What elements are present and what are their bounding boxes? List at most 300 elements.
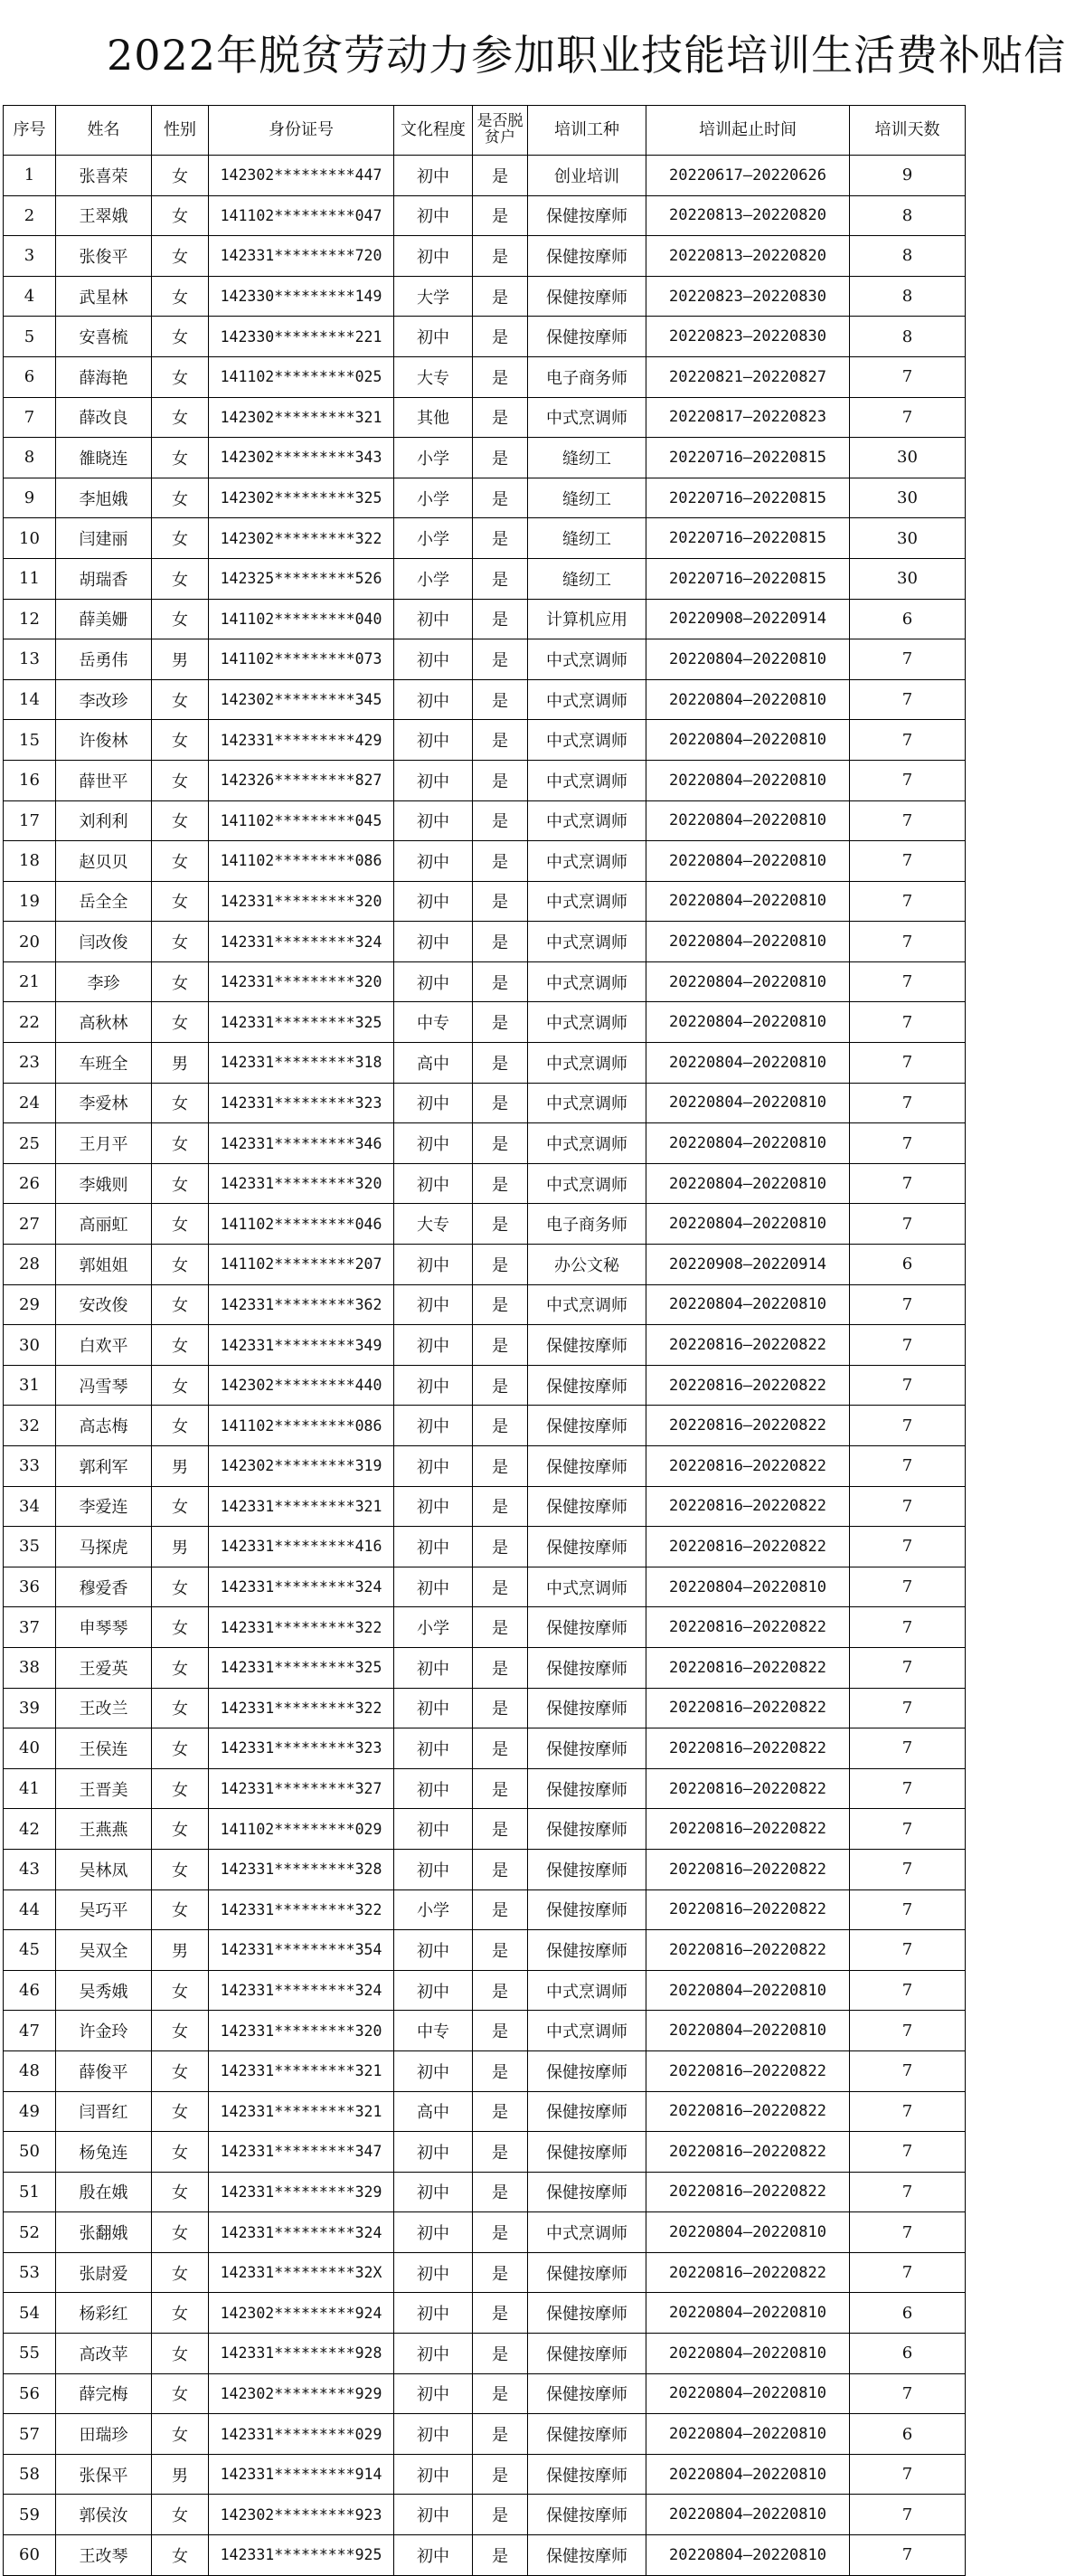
cell-education: 高中 [394,2091,473,2132]
cell-trade: 中式烹调师 [528,1567,646,1607]
table-row [4,1728,966,1769]
cell-gender: 女 [152,881,209,922]
table-row [4,558,966,599]
table-row [4,2495,966,2535]
cell-days: 7 [850,1728,966,1769]
cell-period: 20220816—20220822 [646,1930,850,1971]
cell-period: 20220804—20220810 [646,881,850,922]
cell-name: 李旭娥 [56,478,152,518]
cell-name: 杨兔连 [56,2132,152,2173]
table-row [4,2373,966,2414]
cell-trade: 保健按摩师 [528,2414,646,2455]
cell-education: 初中 [394,1728,473,1769]
cell-education: 初中 [394,679,473,720]
cell-poverty-status: 是 [473,276,528,317]
col-header-period: 培训起止时间 [646,106,850,156]
table-row [4,2334,966,2374]
cell-name: 闫改俊 [56,922,152,962]
cell-education: 初中 [394,2212,473,2253]
col-header-index: 序号 [4,106,56,156]
cell-poverty-status: 是 [473,2050,528,2091]
cell-trade: 保健按摩师 [528,2050,646,2091]
cell-gender: 女 [152,2132,209,2173]
cell-education: 其他 [394,397,473,438]
cell-days: 6 [850,1245,966,1285]
cell-education: 初中 [394,2334,473,2374]
cell-education: 初中 [394,195,473,236]
cell-period: 20220804—20220810 [646,1043,850,1084]
cell-trade: 保健按摩师 [528,2495,646,2535]
cell-trade: 中式烹调师 [528,1083,646,1123]
table-row [4,961,966,1002]
cell-name: 李珍 [56,961,152,1002]
cell-id-number: 142331*********318 [209,1043,394,1084]
cell-index: 31 [4,1365,56,1406]
cell-name: 穆爱香 [56,1567,152,1607]
cell-trade: 中式烹调师 [528,1043,646,1084]
cell-days: 7 [850,1849,966,1889]
cell-name: 闫晋红 [56,2091,152,2132]
cell-education: 初中 [394,1809,473,1850]
page-title: 2022年脱贫劳动力参加职业技能培训生活费补贴信 [107,31,1066,80]
cell-poverty-status: 是 [473,1325,528,1366]
cell-id-number: 142331*********327 [209,1768,394,1809]
cell-period: 20220908—20220914 [646,599,850,639]
table-row [4,478,966,518]
cell-poverty-status: 是 [473,1970,528,2011]
cell-name: 郭利军 [56,1446,152,1487]
cell-index: 40 [4,1728,56,1769]
cell-index: 45 [4,1930,56,1971]
cell-poverty-status: 是 [473,558,528,599]
cell-gender: 女 [152,2334,209,2374]
cell-days: 7 [850,356,966,397]
cell-period: 20220821—20220827 [646,356,850,397]
cell-id-number: 142331*********323 [209,1083,394,1123]
table-row [4,679,966,720]
cell-trade: 中式烹调师 [528,1002,646,1043]
cell-days: 7 [850,2011,966,2051]
cell-name: 张尉爱 [56,2252,152,2293]
cell-trade: 保健按摩师 [528,1728,646,1769]
cell-index: 58 [4,2454,56,2495]
cell-education: 初中 [394,1365,473,1406]
col-header-education: 文化程度 [394,106,473,156]
cell-name: 赵贝贝 [56,841,152,882]
cell-period: 20220813—20220820 [646,236,850,277]
cell-name: 安喜梳 [56,317,152,357]
cell-gender: 女 [152,1647,209,1688]
cell-gender: 女 [152,1406,209,1446]
cell-id-number: 142331*********325 [209,1002,394,1043]
cell-id-number: 142331*********323 [209,1728,394,1769]
cell-education: 初中 [394,1123,473,1164]
table-row [4,881,966,922]
cell-id-number: 142331*********322 [209,1688,394,1728]
cell-days: 6 [850,2414,966,2455]
table-row [4,518,966,559]
cell-name: 张喜荣 [56,156,152,196]
cell-trade: 中式烹调师 [528,881,646,922]
cell-poverty-status: 是 [473,881,528,922]
cell-gender: 女 [152,1284,209,1325]
cell-education: 小学 [394,438,473,478]
cell-period: 20220816—20220822 [646,1486,850,1527]
table-row [4,1284,966,1325]
cell-education: 初中 [394,1930,473,1971]
cell-poverty-status: 是 [473,2454,528,2495]
cell-trade: 保健按摩师 [528,2454,646,2495]
cell-name: 王改琴 [56,2535,152,2576]
table-row [4,2011,966,2051]
cell-education: 初中 [394,1768,473,1809]
cell-poverty-status: 是 [473,1809,528,1850]
cell-index: 59 [4,2495,56,2535]
table-row [4,1527,966,1567]
col-header-trade: 培训工种 [528,106,646,156]
cell-period: 20220716—20220815 [646,438,850,478]
table-row [4,2414,966,2455]
cell-period: 20220804—20220810 [646,760,850,800]
cell-trade: 保健按摩师 [528,2293,646,2334]
cell-days: 7 [850,2373,966,2414]
cell-index: 23 [4,1043,56,1084]
cell-id-number: 142331*********321 [209,1486,394,1527]
cell-id-number: 142331*********320 [209,961,394,1002]
cell-education: 初中 [394,2172,473,2212]
cell-name: 胡瑞香 [56,558,152,599]
cell-name: 岳勇伟 [56,639,152,680]
cell-period: 20220813—20220820 [646,195,850,236]
cell-education: 初中 [394,841,473,882]
cell-education: 初中 [394,1688,473,1728]
cell-days: 8 [850,276,966,317]
cell-education: 初中 [394,720,473,761]
cell-education: 初中 [394,2535,473,2576]
cell-poverty-status: 是 [473,639,528,680]
cell-index: 10 [4,518,56,559]
cell-poverty-status: 是 [473,438,528,478]
cell-index: 30 [4,1325,56,1366]
cell-gender: 女 [152,2293,209,2334]
cell-poverty-status: 是 [473,922,528,962]
cell-gender: 女 [152,599,209,639]
cell-name: 白欢平 [56,1325,152,1366]
cell-index: 12 [4,599,56,639]
cell-gender: 男 [152,1043,209,1084]
cell-trade: 中式烹调师 [528,639,646,680]
cell-days: 7 [850,1123,966,1164]
cell-gender: 女 [152,276,209,317]
cell-days: 7 [850,2252,966,2293]
cell-index: 22 [4,1002,56,1043]
cell-index: 35 [4,1527,56,1567]
cell-poverty-status: 是 [473,317,528,357]
cell-poverty-status: 是 [473,760,528,800]
cell-name: 王侯连 [56,1728,152,1769]
cell-id-number: 142331*********325 [209,1647,394,1688]
cell-trade: 保健按摩师 [528,1325,646,1366]
table-row [4,1970,966,2011]
cell-education: 初中 [394,881,473,922]
cell-id-number: 142331*********324 [209,2212,394,2253]
cell-index: 9 [4,478,56,518]
cell-days: 9 [850,156,966,196]
cell-days: 7 [850,1406,966,1446]
cell-education: 初中 [394,639,473,680]
cell-index: 43 [4,1849,56,1889]
cell-gender: 女 [152,1002,209,1043]
cell-poverty-status: 是 [473,1083,528,1123]
cell-days: 7 [850,1325,966,1366]
cell-poverty-status: 是 [473,1446,528,1487]
cell-education: 初中 [394,317,473,357]
cell-name: 殷在娥 [56,2172,152,2212]
table-row [4,2252,966,2293]
cell-index: 57 [4,2414,56,2455]
cell-name: 吴巧平 [56,1889,152,1930]
table-row [4,1163,966,1204]
cell-gender: 女 [152,2535,209,2576]
cell-index: 37 [4,1607,56,1648]
cell-gender: 女 [152,2011,209,2051]
cell-education: 初中 [394,760,473,800]
cell-days: 7 [850,800,966,841]
cell-id-number: 142331*********328 [209,1849,394,1889]
table-row [4,156,966,196]
cell-gender: 女 [152,961,209,1002]
table-row [4,841,966,882]
cell-education: 初中 [394,1446,473,1487]
table-row [4,1406,966,1446]
cell-name: 吴双全 [56,1930,152,1971]
cell-gender: 女 [152,2373,209,2414]
cell-gender: 女 [152,1325,209,1366]
cell-id-number: 142302*********923 [209,2495,394,2535]
cell-id-number: 142331*********322 [209,1607,394,1648]
cell-trade: 计算机应用 [528,599,646,639]
cell-index: 34 [4,1486,56,1527]
cell-name: 李爱连 [56,1486,152,1527]
cell-period: 20220804—20220810 [646,1567,850,1607]
cell-index: 3 [4,236,56,277]
cell-education: 初中 [394,1163,473,1204]
cell-poverty-status: 是 [473,679,528,720]
cell-trade: 保健按摩师 [528,1446,646,1487]
cell-id-number: 142302*********322 [209,518,394,559]
cell-education: 初中 [394,2454,473,2495]
cell-education: 高中 [394,1043,473,1084]
cell-education: 大专 [394,1204,473,1245]
cell-gender: 女 [152,236,209,277]
cell-index: 25 [4,1123,56,1164]
cell-id-number: 142302*********325 [209,478,394,518]
cell-period: 20220804—20220810 [646,679,850,720]
cell-poverty-status: 是 [473,2011,528,2051]
cell-education: 初中 [394,1567,473,1607]
cell-education: 初中 [394,1245,473,1285]
col-header-days: 培训天数 [850,106,966,156]
table-row [4,1849,966,1889]
cell-trade: 保健按摩师 [528,2252,646,2293]
cell-trade: 中式烹调师 [528,1163,646,1204]
cell-name: 车班全 [56,1043,152,1084]
cell-trade: 保健按摩师 [528,1486,646,1527]
cell-poverty-status: 是 [473,2373,528,2414]
cell-id-number: 141102*********207 [209,1245,394,1285]
cell-trade: 保健按摩师 [528,276,646,317]
cell-education: 初中 [394,2252,473,2293]
cell-name: 张翻娥 [56,2212,152,2253]
cell-index: 49 [4,2091,56,2132]
cell-days: 7 [850,1970,966,2011]
cell-days: 7 [850,1284,966,1325]
cell-trade: 保健按摩师 [528,1406,646,1446]
cell-index: 16 [4,760,56,800]
cell-education: 中专 [394,1002,473,1043]
cell-period: 20220804—20220810 [646,2454,850,2495]
cell-education: 小学 [394,518,473,559]
cell-gender: 女 [152,2050,209,2091]
cell-days: 30 [850,438,966,478]
cell-gender: 女 [152,1163,209,1204]
table-row [4,438,966,478]
cell-period: 20220716—20220815 [646,558,850,599]
table-row [4,2212,966,2253]
cell-name: 郭姐姐 [56,1245,152,1285]
cell-id-number: 141102*********029 [209,1809,394,1850]
cell-trade: 中式烹调师 [528,679,646,720]
cell-index: 17 [4,800,56,841]
cell-trade: 保健按摩师 [528,1688,646,1728]
cell-poverty-status: 是 [473,2414,528,2455]
cell-gender: 女 [152,558,209,599]
cell-trade: 中式烹调师 [528,720,646,761]
cell-poverty-status: 是 [473,1123,528,1164]
table-row [4,195,966,236]
cell-id-number: 142331*********354 [209,1930,394,1971]
cell-name: 薛改良 [56,397,152,438]
cell-days: 30 [850,518,966,559]
cell-trade: 保健按摩师 [528,1607,646,1648]
cell-trade: 中式烹调师 [528,922,646,962]
cell-name: 冯雪琴 [56,1365,152,1406]
cell-education: 大学 [394,276,473,317]
cell-days: 7 [850,2212,966,2253]
cell-education: 初中 [394,800,473,841]
cell-period: 20220823—20220830 [646,317,850,357]
table-row [4,2454,966,2495]
table-row [4,1123,966,1164]
cell-period: 20220816—20220822 [646,1768,850,1809]
cell-gender: 女 [152,2495,209,2535]
cell-period: 20220816—20220822 [646,1688,850,1728]
cell-poverty-status: 是 [473,1245,528,1285]
cell-days: 7 [850,2535,966,2576]
cell-id-number: 142302*********321 [209,397,394,438]
cell-education: 初中 [394,2050,473,2091]
cell-name: 岳全全 [56,881,152,922]
table-row [4,397,966,438]
cell-name: 薛世平 [56,760,152,800]
cell-name: 申琴琴 [56,1607,152,1648]
table-row [4,922,966,962]
cell-days: 7 [850,1809,966,1850]
cell-poverty-status: 是 [473,2495,528,2535]
cell-gender: 女 [152,1567,209,1607]
cell-period: 20220804—20220810 [646,1970,850,2011]
cell-poverty-status: 是 [473,1163,528,1204]
cell-index: 19 [4,881,56,922]
table-row [4,1930,966,1971]
cell-education: 大专 [394,356,473,397]
cell-id-number: 142331*********347 [209,2132,394,2173]
cell-gender: 女 [152,800,209,841]
cell-name: 高丽虹 [56,1204,152,1245]
cell-days: 7 [850,1002,966,1043]
cell-id-number: 142302*********343 [209,438,394,478]
cell-poverty-status: 是 [473,2132,528,2173]
cell-gender: 女 [152,760,209,800]
cell-index: 29 [4,1284,56,1325]
cell-name: 李改珍 [56,679,152,720]
cell-days: 8 [850,236,966,277]
cell-trade: 中式烹调师 [528,961,646,1002]
table-row [4,2050,966,2091]
cell-gender: 女 [152,922,209,962]
cell-id-number: 142331*********346 [209,1123,394,1164]
table-row [4,1325,966,1366]
cell-index: 4 [4,276,56,317]
cell-education: 初中 [394,2373,473,2414]
cell-poverty-status: 是 [473,356,528,397]
cell-id-number: 142302*********447 [209,156,394,196]
cell-index: 56 [4,2373,56,2414]
cell-education: 初中 [394,2132,473,2173]
cell-days: 30 [850,478,966,518]
cell-poverty-status: 是 [473,518,528,559]
cell-gender: 男 [152,2454,209,2495]
cell-period: 20220816—20220822 [646,1809,850,1850]
cell-index: 2 [4,195,56,236]
cell-id-number: 142331*********925 [209,2535,394,2576]
cell-days: 7 [850,961,966,1002]
cell-poverty-status: 是 [473,1406,528,1446]
cell-poverty-status: 是 [473,236,528,277]
cell-gender: 女 [152,317,209,357]
table-row [4,639,966,680]
cell-name: 杨彩红 [56,2293,152,2334]
cell-education: 初中 [394,1527,473,1567]
cell-id-number: 142331*********720 [209,236,394,277]
cell-trade: 办公文秘 [528,1245,646,1285]
cell-days: 6 [850,2334,966,2374]
table-row [4,599,966,639]
cell-period: 20220804—20220810 [646,720,850,761]
cell-period: 20220816—20220822 [646,1365,850,1406]
cell-education: 小学 [394,478,473,518]
cell-id-number: 141102*********086 [209,1406,394,1446]
cell-poverty-status: 是 [473,961,528,1002]
cell-trade: 电子商务师 [528,1204,646,1245]
cell-index: 15 [4,720,56,761]
cell-trade: 中式烹调师 [528,2212,646,2253]
cell-id-number: 142331*********324 [209,1567,394,1607]
cell-gender: 女 [152,1365,209,1406]
cell-id-number: 142331*********32X [209,2252,394,2293]
cell-name: 薛海艳 [56,356,152,397]
table-header-row [4,106,966,156]
